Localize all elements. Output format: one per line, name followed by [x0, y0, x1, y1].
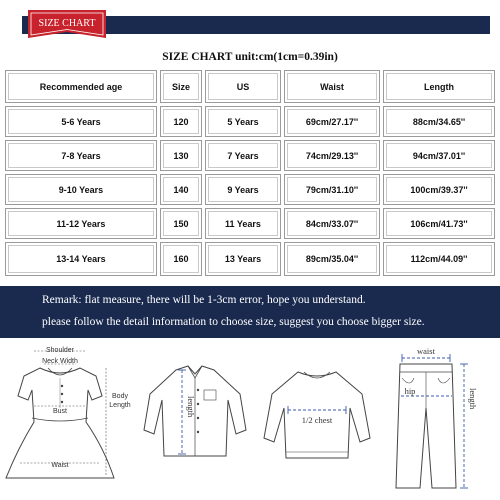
dress-diagram: [4, 338, 132, 500]
dress-shoulder-label: Shoulder: [45, 347, 75, 354]
dress-icon: [4, 338, 132, 500]
column-header-waist: Waist: [284, 70, 380, 103]
dress-length-label: Length: [109, 402, 131, 409]
pants-hip-label: hip: [404, 386, 416, 396]
table-cell-length: 100cm/39.37'': [383, 174, 495, 205]
table-cell-waist: 79cm/31.10'': [284, 174, 380, 205]
table-cell-age: 5-6 Years: [5, 106, 157, 137]
column-header-us: US: [205, 70, 281, 103]
column-header-age: Recommended age: [5, 70, 157, 103]
shirt-icon: [136, 338, 254, 500]
table-cell-us: 5 Years: [205, 106, 281, 137]
table-cell-length: 112cm/44.09'': [383, 242, 495, 276]
table-cell-size: 150: [160, 208, 202, 239]
column-header-size: Size: [160, 70, 202, 103]
table-cell-length: 94cm/37.01'': [383, 140, 495, 171]
pants-waist-label: waist: [417, 346, 435, 356]
table-cell-length: 88cm/34.65'': [383, 106, 495, 137]
table-cell-us: 13 Years: [205, 242, 281, 276]
remark-line-1: Remark: flat measure, there will be 1-3cm error, hope you understand.: [42, 294, 366, 306]
dress-bust-label: Bust: [52, 408, 68, 415]
table-cell-size: 160: [160, 242, 202, 276]
table-cell-waist: 74cm/29.13'': [284, 140, 380, 171]
table-cell-waist: 69cm/27.17'': [284, 106, 380, 137]
sweater-diagram: [258, 338, 376, 500]
sweater-chest-label: 1/2 chest: [301, 415, 333, 425]
table-cell-us: 11 Years: [205, 208, 281, 239]
pants-icon: [380, 338, 496, 500]
size-table: [5, 68, 495, 286]
size-chart-badge: SIZE CHART: [38, 18, 96, 29]
table-cell-size: 130: [160, 140, 202, 171]
shirt-diagram: [136, 338, 254, 500]
table-cell-size: 120: [160, 106, 202, 137]
table-cell-us: 7 Years: [205, 140, 281, 171]
dress-body-label: Body: [112, 393, 128, 400]
pants-diagram: [380, 338, 496, 500]
pants-length-label: length: [468, 388, 478, 410]
table-cell-age: 11-12 Years: [5, 208, 157, 239]
table-cell-age: 7-8 Years: [5, 140, 157, 171]
dress-neck-width-label: Neck Width: [42, 358, 78, 365]
column-header-length: Length: [383, 70, 495, 103]
table-cell-length: 106cm/41.73'': [383, 208, 495, 239]
chart-title: SIZE CHART unit:cm(1cm=0.39in): [162, 51, 338, 63]
table-cell-waist: 89cm/35.04'': [284, 242, 380, 276]
table-cell-age: 9-10 Years: [5, 174, 157, 205]
dress-waist-label: Waist: [51, 462, 69, 469]
table-cell-size: 140: [160, 174, 202, 205]
table-cell-us: 9 Years: [205, 174, 281, 205]
table-cell-age: 13-14 Years: [5, 242, 157, 276]
remark-line-2: please follow the detail information to choose size, suggest you choose bigger size.: [42, 316, 425, 328]
sweater-icon: [258, 338, 376, 500]
table-cell-waist: 84cm/33.07'': [284, 208, 380, 239]
remark-band: [0, 286, 500, 338]
shirt-length-label: length: [186, 396, 196, 418]
